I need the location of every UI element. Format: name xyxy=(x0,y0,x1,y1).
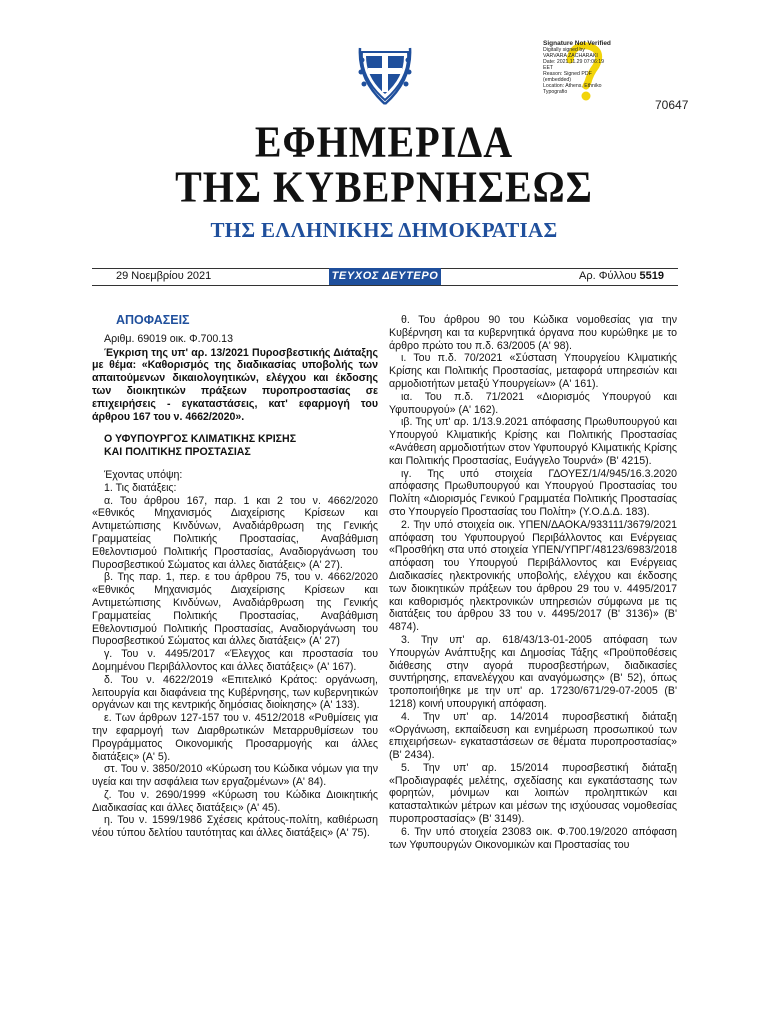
paragraph: Έχοντας υπόψη: xyxy=(104,468,183,481)
signature-line: VARVARA ZACHARAKI xyxy=(543,53,598,59)
right-column xyxy=(389,314,677,851)
issue-date: 29 Νοεμβρίου 2021 xyxy=(116,270,212,282)
sheet-number: 5519 xyxy=(639,270,664,282)
paragraph: 4. Την υπ' αρ. 14/2014 πυροσβεστική διάταξη «Οργάνωση, εκπαίδευση και ενημέρωση προσωπικού των επιχειρήσεων- εγκαταστάσεων σε θέματα πυροπροστασίας» (Β' 2434). xyxy=(389,710,677,762)
left-column xyxy=(92,314,378,840)
paragraph: η. Του ν. 1599/1986 Σχέσεις κράτους-πολίτη, καθιέρωση νέου τύπου δελτίου ταυτότητας και άλλες διατάξεις» (Α' 75). xyxy=(92,814,378,840)
signature-line: Digitally signed by xyxy=(543,47,585,53)
gazette-subtitle: ΤΗΣ ΕΛΛΗΝΙΚΗΣ ΔΗΜΟΚΡΑΤΙΑΣ xyxy=(210,218,558,242)
digital-signature-box[interactable] xyxy=(543,40,635,112)
paragraph: στ. Του ν. 3850/2010 «Κύρωση του Κώδικα νόμων για την υγεία και την ασφάλεια των εργαζομένων» (Α' 84). xyxy=(92,763,378,789)
paragraph: ι. Του π.δ. 70/2021 «Σύσταση Υπουργείου Κλιματικής Κρίσης και Πολιτικής Προστασίας, μεταφορά υπηρεσιών και αρμοδιοτήτων μεταξύ Υπουργείων» (Α' 161). xyxy=(389,352,677,390)
signature-line: (embedded) xyxy=(543,77,571,83)
decision-reference: Αριθμ. 69019 οικ. Φ.700.13 xyxy=(104,332,233,345)
paragraph: γ. Του ν. 4495/2017 «Έλεγχος και προστασία του Δομημένου Περιβάλλοντος και άλλες διατάξεις» (Α' 167). xyxy=(92,648,378,673)
paragraph: 2. Την υπό στοιχεία οικ. ΥΠΕΝ/ΔΑΟΚΑ/933111/3679/2021 απόφαση του Υφυπουργού Περιβάλλοντος και Ενέργειας «Προσθήκη στα υπό στοιχεία ΥΠΕΝ/ΥΠΡΓ/48123/6983/2018 απόφαση του Υπουργού Περιβάλλοντος και Ενέργειας Διαδικασίες ηλεκτρονικής υποβολής, ελέγχου και έκδοσης των διοικητικών πράξεων του άρθρου 29 του ν. 4495/2017 και καθορισμός ηλεκτρονικών υπηρεσιών σύμφωνα με τις διατάξεις του άρθρου 33 του ν. 4495/2017 (Β' 3136)» (Β' 4874). xyxy=(389,518,677,634)
signature-line: Date: 2021.11.29 07:06:19 xyxy=(543,59,605,65)
gazette-title-line1: ΕΦΗΜΕΡΙΔΑ xyxy=(254,116,514,167)
paragraph: ε. Των άρθρων 127-157 του ν. 4512/2018 «Ρυθμίσεις για την εφαρμογή των Διαρθρωτικών Μεταρρυθμίσεων του Προγράμματος Οικονομικής Προσαρμογής και άλλες διατάξεις» (Α' 5). xyxy=(92,712,378,763)
paragraph: β. Της παρ. 1, περ. ε του άρθρου 75, του ν. 4662/2020 «Εθνικός Μηχανισμός Διαχείρισης Κρίσεων και Αντιμετώπισης Κινδύνων, Αναδιάρθρωση της Γενικής Γραμματείας Πολιτικής Προστασίας, Αναβάθμιση Εθελοντισμού Πολιτικής Προστασίας, Αναδιοργάνωση του Πυροσβεστικού Σώματος και άλλες διατάξεις» (Α' 27) xyxy=(92,571,378,648)
issue-label: ΤΕΥΧΟΣ ΔΕΥΤΕΡΟ xyxy=(329,268,441,285)
decision-subject: Έγκριση της υπ' αρ. 13/2021 Πυροσβεστικής Διάταξης με θέμα: «Καθορισμός της διαδικασίας υποβολής των απαιτούμενων δικαιολογητικών, ελέγχου και έκδοσης των διοικητικών πράξεων πυροπροστασίας σε επιχειρήσεις - εγκαταστάσεις, κατ' εφαρμογή του άρθρου 167 του ν. 4662/2020». xyxy=(92,346,378,423)
minister-title xyxy=(92,433,378,459)
signature-line: EET xyxy=(543,65,554,71)
minister-title-line: Ο ΥΦΥΠΟΥΡΓΟΣ ΚΛΙΜΑΤΙΚΗΣ ΚΡΙΣΗΣ xyxy=(104,433,297,446)
gazette-title-line2: ΤΗΣ ΚΥΒΕΡΝΗΣΕΩΣ xyxy=(175,161,593,212)
section-heading: ΑΠΟΦΑΣΕΙΣ xyxy=(116,313,190,327)
signature-line: Reason: Signed PDF xyxy=(543,71,592,77)
sheet-info xyxy=(579,270,664,282)
minister-title-line: ΚΑΙ ΠΟΛΙΤΙΚΗΣ ΠΡΟΣΤΑΣΙΑΣ xyxy=(104,446,251,459)
paragraph: α. Του άρθρου 167, παρ. 1 και 2 του ν. 4662/2020 «Εθνικός Μηχανισμός Διαχείρισης Κρίσεων και Αντιμετώπισης Κινδύνων, Αναδιάρθρωση της Γενικής Γραμματείας Πολιτικής Προστασίας, Αναβάθμιση Εθελοντισμού Πολιτικής Προστασίας, Αναδιοργάνωση του Πυροσβεστικού Σώματος και άλλες διατάξεις» (Α' 27). xyxy=(92,494,378,571)
issue-info-bar xyxy=(92,268,678,286)
paragraph: θ. Του άρθρου 90 του Κώδικα νομοθεσίας για την Κυβέρνηση και τα κυβερνητικά όργανα που κυρώθηκε με το άρθρο πρώτο του π.δ. 63/2005 (Α' 98). xyxy=(389,314,677,352)
greek-coat-of-arms-icon xyxy=(356,38,414,108)
paragraph: ζ. Του ν. 2690/1999 «Κύρωση του Κώδικα Διοικητικής Διαδικασίας και άλλες διατάξεις» (Α' 45). xyxy=(92,788,378,814)
paragraph: ια. Του π.δ. 71/2021 «Διορισμός Υπουργού και Υφυπουργού» (Α' 162). xyxy=(389,390,677,416)
signature-status: Signature Not Verified xyxy=(543,40,611,47)
paragraph: ιβ. Της υπ' αρ. 1/13.9.2021 απόφασης Πρωθυπουργού και Υπουργού Κλιματικής Κρίσης και Πολιτικής Προστασίας «Ανάθεση αρμοδιοτήτων στον Υφυπουργό Κλιματικής Κρίσης και Πολιτικής Προστασίας, Ευάγγελο Τουρνά» (Β' 4215). xyxy=(389,416,677,467)
paragraph: 6. Την υπό στοιχεία 23083 οικ. Φ.700.19/2020 απόφαση των Υφυπουργών Οικονομικών και Προστασίας του xyxy=(389,825,677,851)
sheet-label: Αρ. Φύλλου xyxy=(578,270,637,282)
paragraph: ιγ. Της υπό στοιχεία ΓΔΟΥΕΣ/1/4/945/16.3.2020 απόφασης Πρωθυπουργού και Υπουργού Προστασίας του Πολίτη «Διορισμός Γενικού Γραμματέα Πολιτικής Προστασίας στο Υπουργείο Προστασίας του Πολίτη» (Υ.Ο.Δ.Δ. 183). xyxy=(389,467,677,518)
signature-line: Typografio xyxy=(543,89,568,95)
document-number: 70647 xyxy=(655,98,689,112)
paragraph: 1. Τις διατάξεις: xyxy=(104,481,177,494)
signature-line: Location: Athens, Ethniko xyxy=(543,83,602,89)
paragraph: 5. Την υπ' αρ. 15/2014 πυροσβεστική διάταξη «Προδιαγραφές μελέτης, σχεδίασης και εγκατάστασης των φορητών, μόνιμων και λοιπών προληπτικών και κατασταλτικών μέτρων και μέσων της ισχύουσας νομοθεσίας πυροπροστασίας» (Β' 3149). xyxy=(389,761,677,826)
paragraph: δ. Του ν. 4622/2019 «Επιτελικό Κράτος: οργάνωση, λειτουργία και διαφάνεια της Κυβέρνησης, των κυβερνητικών οργάνων και της κεντρικής δημόσιας διοίκησης» (Α' 133). xyxy=(92,673,378,712)
paragraph: 3. Την υπ' αρ. 618/43/13-01-2005 απόφαση των Υπουργών Ανάπτυξης και Δημοσίας Τάξης «Προϋποθέσεις διάθεσης στην αγορά πυροσβεστήρων, διαδικασίες συντήρησης, επανελέγχου και αναγόμωσης» (Β' 52), όπως τροποποιήθηκε με την υπ' αρ. 17230/671/29-07-2005 (Β' 1218) κοινή υπουργική απόφαση. xyxy=(389,633,677,710)
